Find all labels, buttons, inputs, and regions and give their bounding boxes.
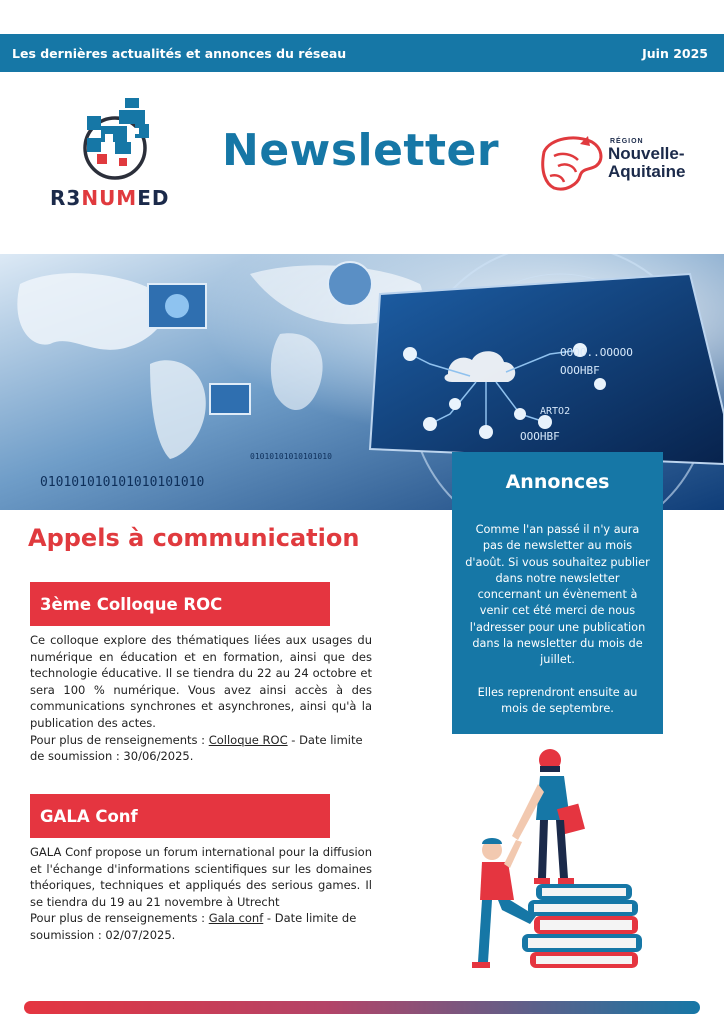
header-bar xyxy=(0,34,724,72)
hero-code-1: OOOO..OOOOO xyxy=(560,346,633,359)
roc-heading: 3ème Colloque ROC xyxy=(30,582,330,626)
annonces-paragraph-1: Comme l'an passé il n'y aura pas de newsletter au mois d'août. Si vous souhaitez publier dans notre newsletter concernant un évènement à venir cet été merci de nous l'adresser pour une publication dans la newsletter du mois de juillet. xyxy=(465,523,650,667)
footer-gradient-bar xyxy=(24,1001,700,1014)
annonces-heading: Annonces xyxy=(452,452,663,512)
page-title: Newsletter xyxy=(222,125,500,176)
colloque-roc-link[interactable]: Colloque ROC xyxy=(208,732,288,747)
header-tagline: Les dernières actualités et annonces du réseau xyxy=(12,45,347,61)
hero-code-2: OOOHBF xyxy=(560,364,600,377)
r3numed-logo xyxy=(40,98,190,210)
roc-description: Ce colloque explore des thématiques liées aux usages du numérique en éducation et en formation, ainsi que des technologie éducative. Il se tiendra du 22 au 24 octobre et sera 100 % numérique. Vous avez ainsi accès à des communications synchrones et asynchrones, ainsi qu'à la publication des actes. xyxy=(30,633,372,730)
appels-heading: Appels à communication xyxy=(28,524,360,552)
books-people-illustration xyxy=(452,740,672,980)
region-label: RÉGION xyxy=(610,138,644,145)
r3numed-logo-text: R3NUMED xyxy=(50,186,170,210)
lion-icon xyxy=(536,132,608,196)
hero-binary-1: 010101010101010101010 xyxy=(40,475,205,490)
roc-more-info: Pour plus de renseignements : Colloque ROC - Date limite de soumission : 30/06/2025. xyxy=(30,732,363,764)
hero-binary-2: 01010101010101010 xyxy=(250,452,332,461)
roc-body xyxy=(30,632,372,765)
gala-more-info: Pour plus de renseignements : Gala conf - Date limite de soumission : 02/07/2025. xyxy=(30,911,357,942)
region-name-line1: Nouvelle- xyxy=(608,144,685,163)
gala-description: GALA Conf propose un forum international pour la diffusion et l'échange d'informations scientifiques sur les domaines théoriques, techniques et appliqués des serious games. Il se tiendra du 19 au 21 novembre à Utrecht xyxy=(30,845,372,909)
annonces-paragraph-2: Elles reprendront ensuite au mois de septembre. xyxy=(477,685,638,715)
people-on-books-icon xyxy=(452,740,672,980)
hero-code-3: OOOHBF xyxy=(520,430,560,443)
r3numed-logo-mark-icon xyxy=(75,98,153,184)
gala-heading: GALA Conf xyxy=(30,794,330,838)
gala-conf-link[interactable]: Gala conf xyxy=(208,911,264,926)
region-logo xyxy=(536,130,716,200)
hero-code-4: ARTO2 xyxy=(540,406,571,417)
region-name-line2: Aquitaine xyxy=(608,162,686,181)
header-date: Juin 2025 xyxy=(642,45,708,61)
gala-body xyxy=(30,844,372,944)
annonces-body xyxy=(452,512,663,734)
